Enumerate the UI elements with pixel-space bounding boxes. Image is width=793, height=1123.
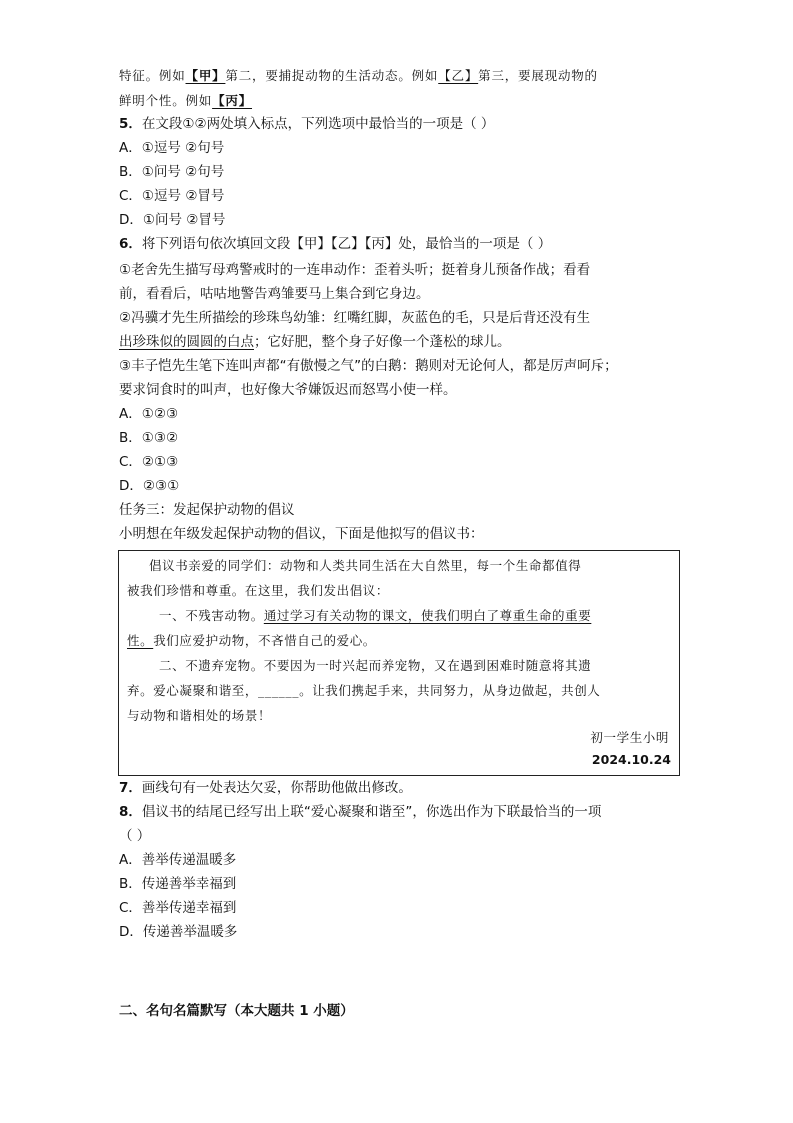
question-number: 8．	[119, 804, 142, 820]
question-stem: 画线句有一处表达欠妥，你帮助他做出修改。	[141, 780, 412, 796]
letter-p3a: 二、不遗弃宠物。不要因为一时兴起而养宠物，又在遇到困难时随意将其遗	[159, 658, 592, 673]
q6-sentence-3b: 要求饲食时的叫声，也好像大爷嫌饭迟而怒骂小使一样。	[119, 382, 457, 398]
q5-option-d[interactable]: D．①问号 ②冒号	[119, 212, 226, 228]
question-number: 7．	[119, 780, 142, 796]
blank-yi: 【乙】	[438, 68, 479, 83]
underlined-sentence: 性。	[127, 633, 154, 648]
q5-option-a[interactable]: A．①逗号 ②句号	[119, 140, 225, 156]
q6-option-a[interactable]: A．①②③	[119, 406, 179, 422]
q5-option-c[interactable]: C．①逗号 ②冒号	[119, 188, 225, 204]
question-5	[119, 114, 494, 134]
q8-option-c[interactable]: C．善举传递幸福到	[119, 900, 237, 916]
letter-p2a	[159, 607, 591, 625]
letter-p3c: 与动物和谐相处的场景！	[127, 708, 272, 723]
question-7	[119, 778, 412, 798]
letter-signature: 初一学生小明	[590, 730, 669, 745]
intro-line-2	[119, 91, 252, 111]
letter-text: 我们应爱护动物，不吝惜自己的爱心。	[153, 633, 376, 648]
intro-text: 第二，要捕捉动物的生活动态。例如	[225, 68, 439, 83]
intro-text: 第三，要展现动物的	[478, 68, 598, 83]
q8-option-d[interactable]: D．传递善举温暖多	[119, 924, 238, 940]
q6-option-c[interactable]: C．②①③	[119, 454, 179, 470]
q6-sentence-1b: 前，看看后，咕咕地警告鸡雏要马上集合到它身边。	[119, 286, 430, 302]
q6-option-b[interactable]: B．①③②	[119, 430, 179, 446]
sentence-text: ；它好肥，整个身子好像一个蓬松的球儿。	[254, 334, 511, 350]
question-number: 5．	[119, 116, 142, 132]
q6-sentence-2b	[119, 332, 511, 352]
letter-p2b	[127, 632, 376, 650]
underlined-sentence: 通过学习有关动物的课文，使我们明白了尊重生命的重要	[263, 608, 592, 623]
q8-answer-paren: （ ）	[119, 828, 151, 844]
intro-text: 特征。例如	[119, 68, 186, 83]
letter-p1b: 被我们珍惜和尊重。在这里，我们发出倡议：	[127, 583, 390, 598]
q6-sentence-1a: ①老舍先生描写母鸡警戒时的一连串动作：歪着头听；挺着身儿预备作战；看看	[119, 262, 591, 278]
intro-text: 鲜明个性。例如	[119, 93, 213, 108]
letter-p1a: 倡议书亲爱的同学们：动物和人类共同生活在大自然里，每一个生命都值得	[149, 558, 582, 573]
question-number: 6．	[119, 236, 142, 252]
blank-bing: 【丙】	[212, 93, 253, 108]
section-2-heading: 二、名句名篇默写（本大题共 1 小题）	[119, 1003, 354, 1019]
q6-option-d[interactable]: D．②③①	[119, 478, 180, 494]
q5-option-b[interactable]: B．①问号 ②句号	[119, 164, 225, 180]
blank-jia: 【甲】	[185, 68, 226, 83]
task-3-intro: 小明想在年级发起保护动物的倡议，下面是他拟写的倡议书：	[119, 526, 484, 542]
underlined-phrase: 出珍珠似的圆圆的白点	[119, 334, 254, 350]
question-6	[119, 234, 551, 254]
q8-option-b[interactable]: B．传递善举幸福到	[119, 876, 237, 892]
letter-date: 2024.10.24	[591, 752, 671, 767]
q6-sentence-2a: ②冯骥才先生所描绘的珍珠鸟幼雏：红嘴红脚，灰蓝色的毛，只是后背还没有生	[119, 310, 591, 326]
proposal-letter-box	[118, 550, 680, 776]
task-3-title: 任务三：发起保护动物的倡议	[119, 502, 295, 518]
question-stem: 在文段①②两处填入标点，下列选项中最恰当的一项是（ ）	[141, 116, 495, 132]
q8-option-a[interactable]: A．善举传递温暖多	[119, 852, 237, 868]
letter-text: 一、不残害动物。	[159, 608, 264, 623]
question-8	[119, 802, 601, 822]
intro-line-1	[119, 66, 598, 86]
letter-p3b: 弃。爱心凝聚和谐至，______。让我们携起手来，共同努力，从身边做起，共创人	[127, 683, 601, 698]
question-stem: 将下列语句依次填回文段【甲】【乙】【丙】处，最恰当的一项是（ ）	[141, 236, 552, 252]
question-stem: 倡议书的结尾已经写出上联“爱心凝聚和谐至”，你选出作为下联最恰当的一项	[141, 804, 602, 820]
q6-sentence-3a: ③丰子恺先生笔下连叫声都“有傲慢之气”的白鹅：鹅则对无论何人，都是厉声呵斥；	[119, 358, 618, 374]
